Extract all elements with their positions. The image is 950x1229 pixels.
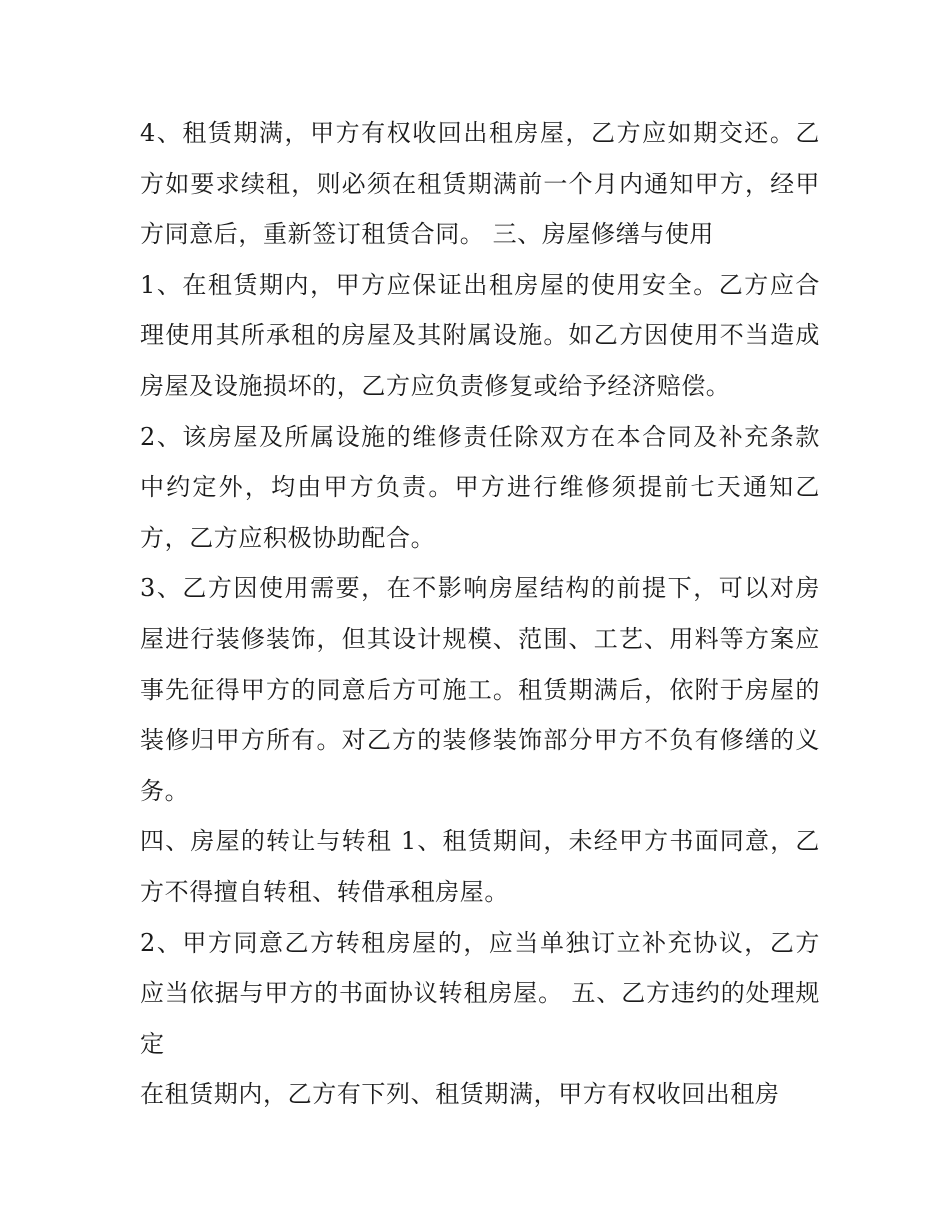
paragraph-transfer-clause-2: 2、甲方同意乙方转租房屋的，应当单独订立补充协议，乙方应当依据与甲方的书面协议转租房屋。 五、乙方违约的处理规定 [140, 928, 820, 1058]
paragraph-repair-clause-2: 2、该房屋及所属设施的维修责任除双方在本合同及补充条款中约定外，均由甲方负责。甲方进行维修须提前七天通知乙方，乙方应积极协助配合。 [140, 422, 820, 552]
paragraph-repair-clause-1: 1、在租赁期内，甲方应保证出租房屋的使用安全。乙方应合理使用其所承租的房屋及其附属设施。如乙方因使用不当造成房屋及设施损坏的，乙方应负责修复或给予经济赔偿。 [140, 270, 820, 400]
paragraph-breach-clause: 在租赁期内，乙方有下列、租赁期满，甲方有权收回出租房 [140, 1080, 780, 1109]
paragraph-renewal-clause: 4、租赁期满，甲方有权收回出租房屋，乙方应如期交还。乙方如要求续租，则必须在租赁期满前一个月内通知甲方，经甲方同意后，重新签订租赁合同。 三、房屋修缮与使用 [140, 119, 820, 249]
paragraph-transfer-clause-1: 四、房屋的转让与转租 1、租赁期间，未经甲方书面同意，乙方不得擅自转租、转借承租房屋。 [140, 827, 820, 906]
document-body [140, 108, 820, 1120]
paragraph-decoration-clause: 3、乙方因使用需要，在不影响房屋结构的前提下，可以对房屋进行装修装饰，但其设计规模、范围、工艺、用料等方案应事先征得甲方的同意后方可施工。租赁期满后，依附于房屋的装修归甲方所有。对乙方的装修装饰部分甲方不负有修缮的义务。 [140, 574, 820, 805]
